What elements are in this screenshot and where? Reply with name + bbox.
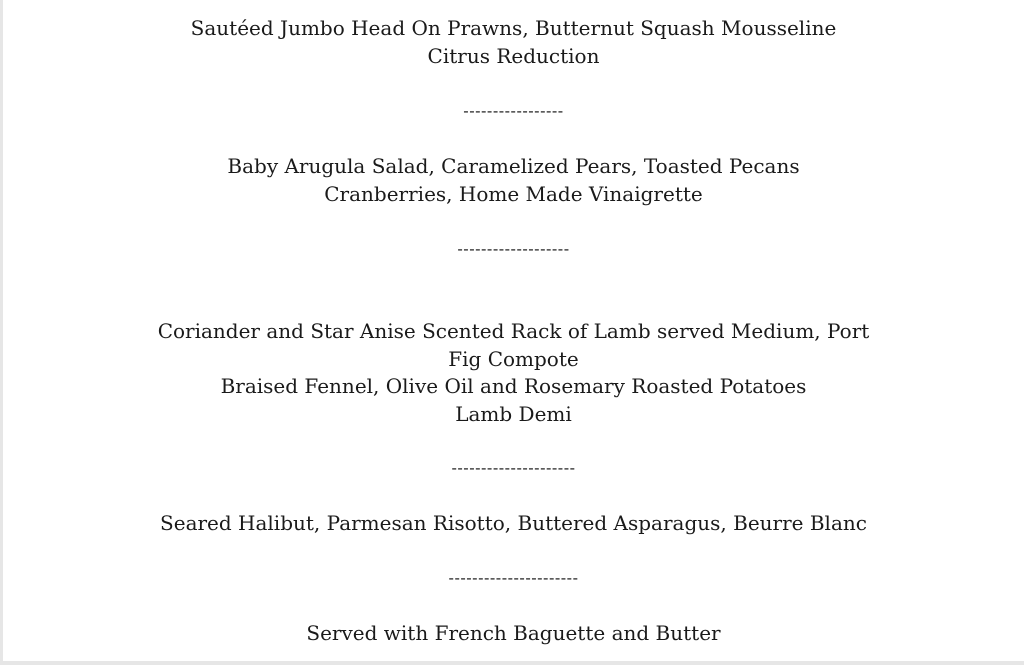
course-lamb-line-2: Fig Compote	[448, 347, 579, 371]
course-salad-line-2: Cranberries, Home Made Vinaigrette	[324, 182, 703, 206]
separator-1: -----------------	[463, 101, 564, 120]
course-lamb-line-3: Braised Fennel, Olive Oil and Rosemary Roasted Potatoes	[220, 374, 807, 398]
course-lamb-line-4: Lamb Demi	[455, 402, 572, 426]
course-prawns-line-1: Sautéed Jumbo Head On Prawns, Butternut Squash Mousseline	[190, 16, 837, 40]
menu-page	[3, 0, 1024, 661]
separator-3: ---------------------	[451, 458, 576, 477]
closing-line: Served with French Baguette and Butter	[306, 621, 721, 645]
course-salad-line-1: Baby Arugula Salad, Caramelized Pears, Toasted Pecans	[227, 154, 800, 178]
course-prawns-line-2: Citrus Reduction	[427, 44, 600, 68]
course-lamb-line-1: Coriander and Star Anise Scented Rack of Lamb served Medium, Port	[157, 319, 870, 343]
separator-2: -------------------	[457, 239, 570, 258]
course-halibut-line-1: Seared Halibut, Parmesan Risotto, Buttered Asparagus, Beurre Blanc	[160, 511, 867, 535]
separator-4: ----------------------	[448, 568, 579, 587]
